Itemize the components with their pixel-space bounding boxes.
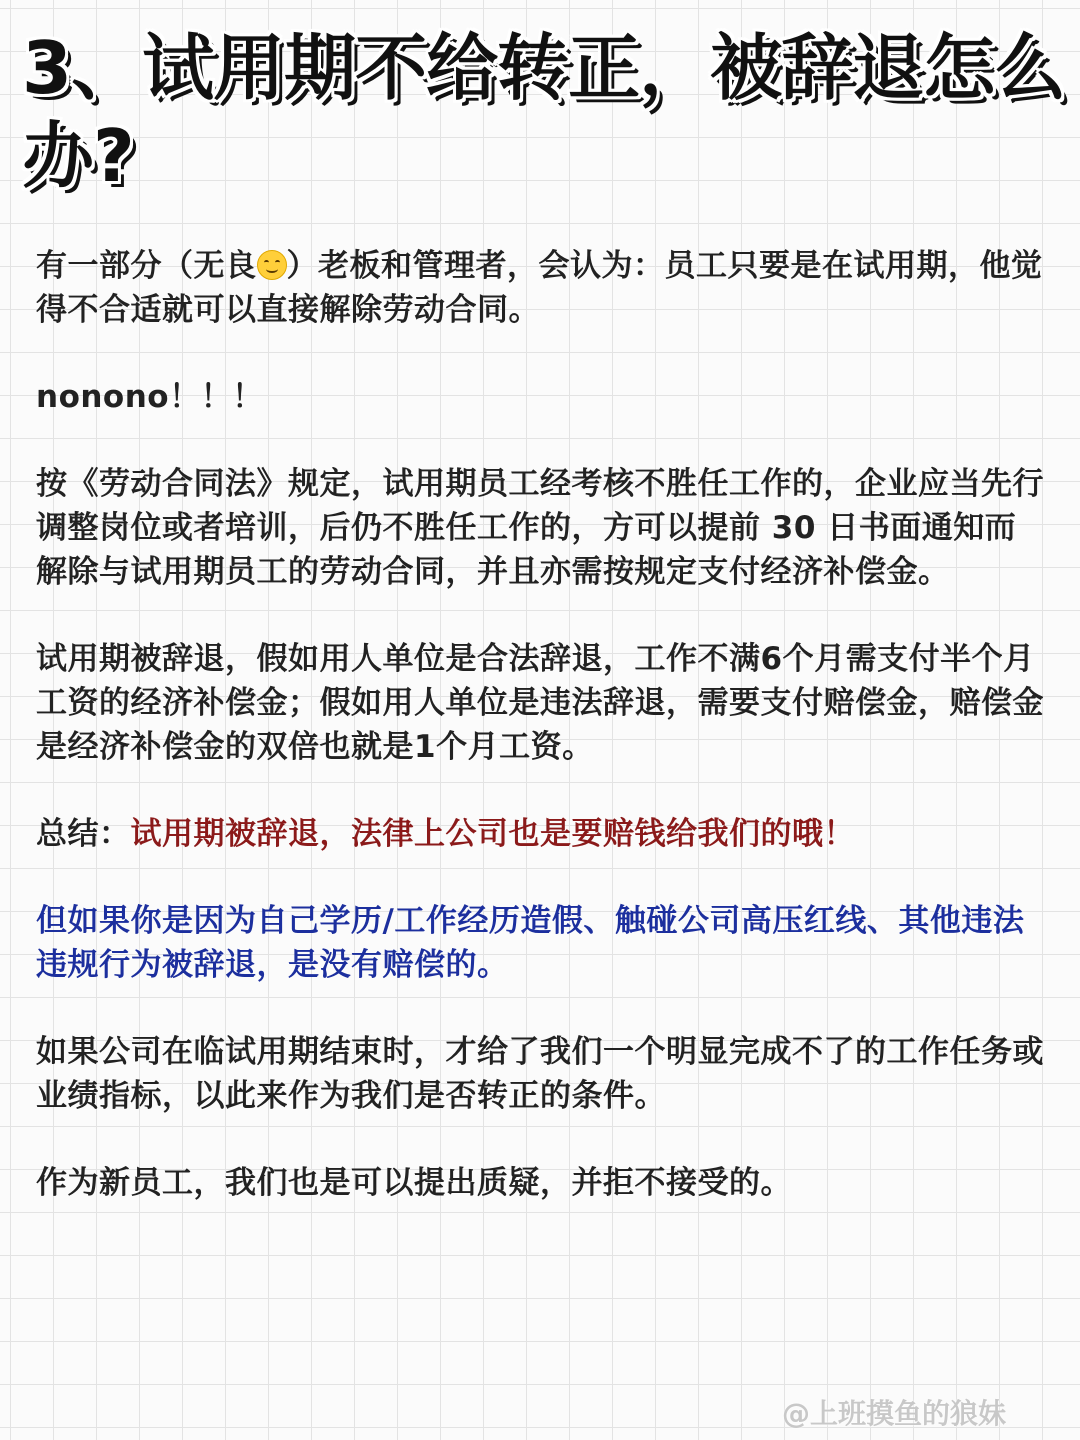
article-body <box>36 244 1046 1205</box>
paragraph-compensation: 试用期被辞退，假如用人单位是合法辞退，工作不满6个月需支付半个月工资的经济补偿金；假如用人单位是违法辞退，需要支付赔偿金，赔偿金是经济补偿金的双倍也就是1个月工资。 <box>36 641 1044 765</box>
paragraph-summary <box>36 812 1046 856</box>
paragraph-nonono: nonono！！！ <box>36 379 264 415</box>
intro-text-end: ）老板和管理者，会认为：员工只要是在试用期，他觉得不合适就可以直接解除劳动合同。 <box>36 248 1043 328</box>
paragraph-intro <box>36 244 1046 332</box>
paragraph-refuse: 作为新员工，我们也是可以提出质疑，并拒不接受的。 <box>36 1165 792 1201</box>
summary-label: 总结： <box>36 816 131 852</box>
page-title: 3、试用期不给转正，被辞退怎么办? <box>22 26 1066 198</box>
smiling-face-icon <box>257 250 287 280</box>
paragraph-exception: 但如果你是因为自己学历/工作经历造假、触碰公司高压红线、其他违法违规行为被辞退，是没有赔偿的。 <box>36 903 1025 983</box>
paragraph-unreasonable-task: 如果公司在临试用期结束时，才给了我们一个明显完成不了的工作任务或业绩指标，以此来作为我们是否转正的条件。 <box>36 1034 1044 1114</box>
summary-highlight: 试用期被辞退，法律上公司也是要赔钱给我们的哦！ <box>130 816 855 852</box>
paragraph-labor-law: 按《劳动合同法》规定，试用期员工经考核不胜任工作的，企业应当先行调整岗位或者培训，后仍不胜任工作的，方可以提前 30 日书面通知而解除与试用期员工的劳动合同，并且亦需按规定支付经济补偿金。 <box>36 466 1044 590</box>
intro-text-start: 有一部分（无良 <box>36 248 257 284</box>
author-watermark: @上班摸鱼的狼妹 <box>781 1397 1006 1430</box>
